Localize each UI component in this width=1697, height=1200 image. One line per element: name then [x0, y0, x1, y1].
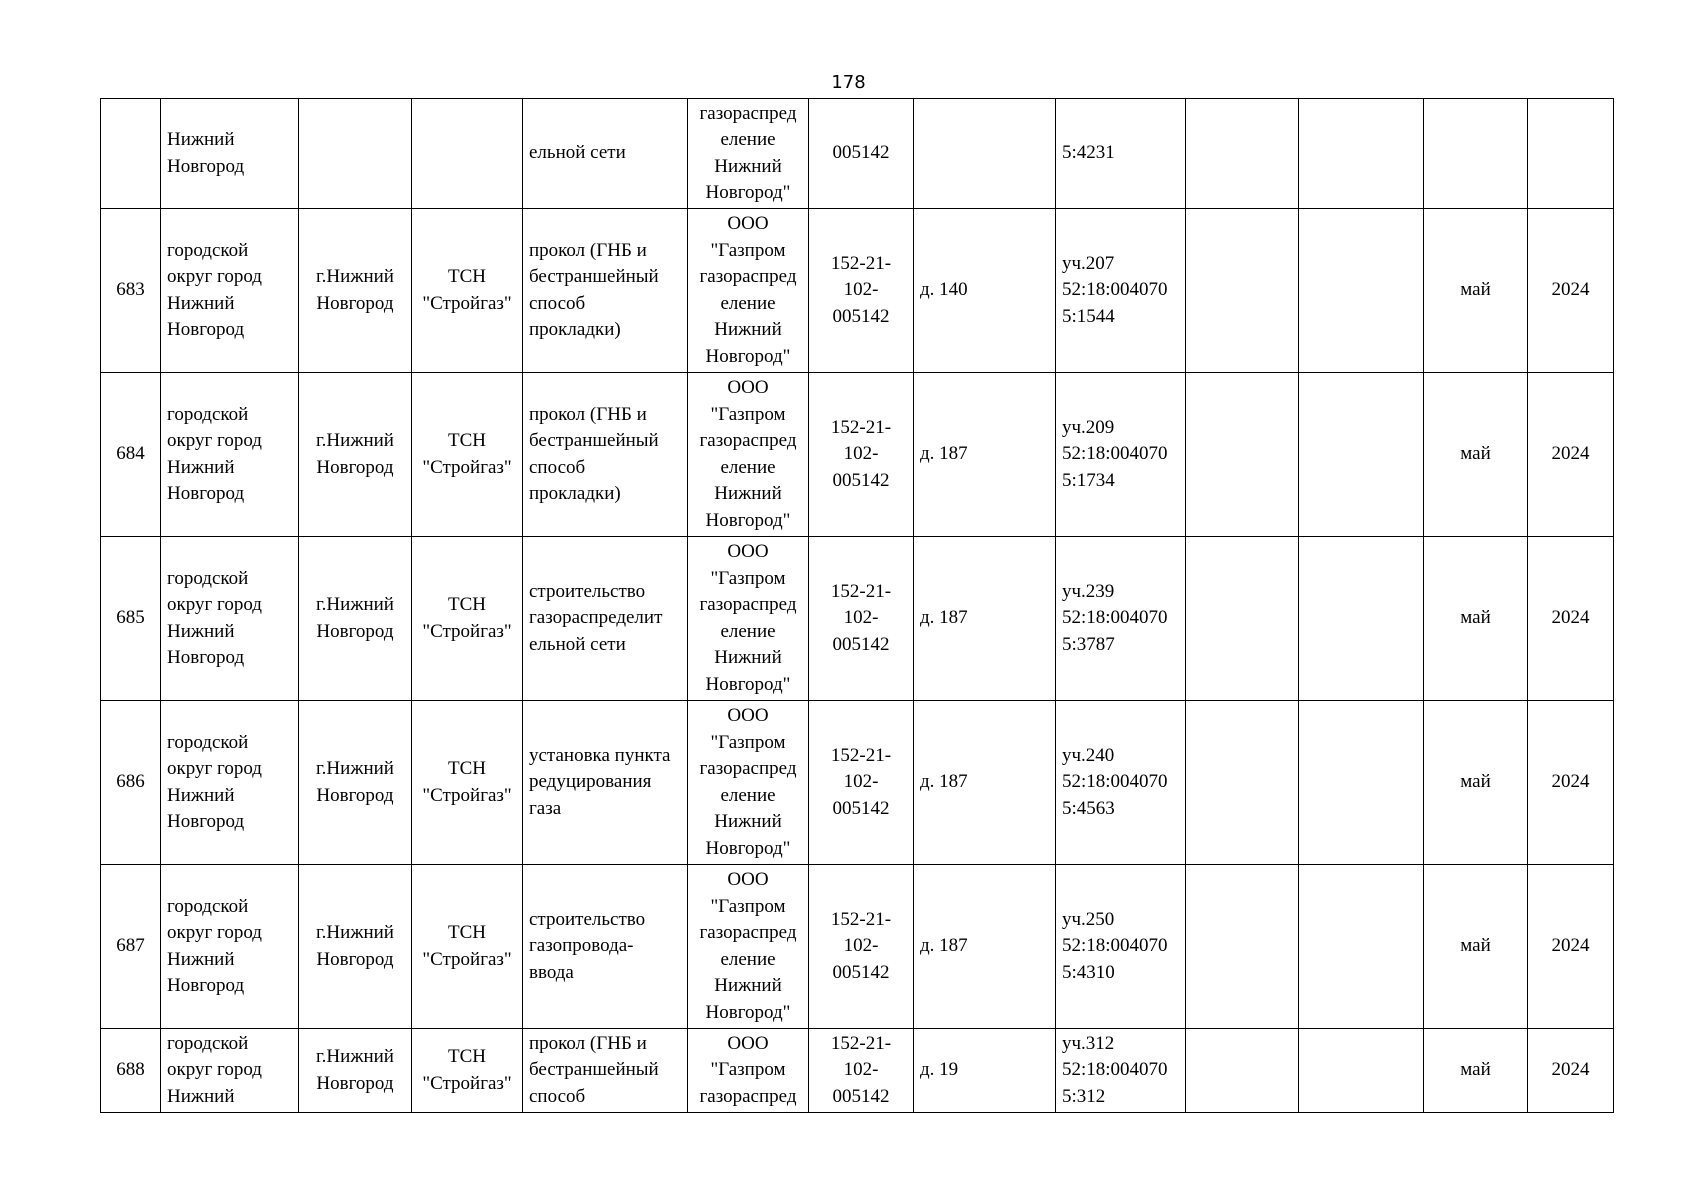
cell-year — [1528, 99, 1614, 209]
cell-org: ООО "Газпром газораспред еление Нижний Новгород" — [688, 209, 809, 373]
cell-year: 2024 — [1528, 865, 1614, 1029]
table-row-continuation — [101, 99, 1614, 209]
cell-month: май — [1424, 209, 1528, 373]
cell-applicant: ТСН "Стройгаз" — [412, 865, 523, 1029]
cell-purpose: установка пункта редуцирования газа — [523, 701, 688, 865]
cell-purpose: ельной сети — [523, 99, 688, 209]
cell-locality: г.Нижний Новгород — [299, 865, 412, 1029]
page-number: 178 — [831, 72, 866, 93]
cell-year: 2024 — [1528, 701, 1614, 865]
cell-empty-1 — [1186, 537, 1299, 701]
cell-locality — [299, 99, 412, 209]
cell-num: 683 — [101, 209, 161, 373]
cell-applicant: ТСН "Стройгаз" — [412, 1029, 523, 1113]
cell-num: 685 — [101, 537, 161, 701]
cell-house: д. 140 — [914, 209, 1056, 373]
cell-empty-2 — [1299, 99, 1424, 209]
cell-empty-2 — [1299, 537, 1424, 701]
cell-applicant — [412, 99, 523, 209]
cell-parcel: уч.207 52:18:004070 5:1544 — [1056, 209, 1186, 373]
cell-purpose: прокол (ГНБ и бестраншейный способ прокладки) — [523, 209, 688, 373]
cell-applicant: ТСН "Стройгаз" — [412, 537, 523, 701]
cell-num: 684 — [101, 373, 161, 537]
cell-month — [1424, 99, 1528, 209]
cell-month: май — [1424, 373, 1528, 537]
cell-month: май — [1424, 865, 1528, 1029]
cell-area: городской округ город Нижний Новгород — [161, 209, 299, 373]
cell-empty-1 — [1186, 209, 1299, 373]
cell-num — [101, 99, 161, 209]
cell-org: газораспред еление Нижний Новгород" — [688, 99, 809, 209]
cell-empty-2 — [1299, 865, 1424, 1029]
cell-org: ООО "Газпром газораспред еление Нижний Новгород" — [688, 537, 809, 701]
cell-month: май — [1424, 701, 1528, 865]
cell-year: 2024 — [1528, 209, 1614, 373]
cell-permit: 152-21- 102- 005142 — [809, 537, 914, 701]
cell-house: д. 19 — [914, 1029, 1056, 1113]
cell-purpose: строительство газораспределит ельной сети — [523, 537, 688, 701]
cell-locality: г.Нижний Новгород — [299, 373, 412, 537]
cell-num: 687 — [101, 865, 161, 1029]
cell-house: д. 187 — [914, 373, 1056, 537]
cell-area: Нижний Новгород — [161, 99, 299, 209]
cell-area: городской округ город Нижний Новгород — [161, 537, 299, 701]
cell-empty-2 — [1299, 1029, 1424, 1113]
table-row — [101, 373, 1614, 537]
cell-locality: г.Нижний Новгород — [299, 1029, 412, 1113]
table-row — [101, 865, 1614, 1029]
cell-permit: 005142 — [809, 99, 914, 209]
cell-num: 688 — [101, 1029, 161, 1113]
cell-purpose: прокол (ГНБ и бестраншейный способ прокладки) — [523, 373, 688, 537]
cell-year: 2024 — [1528, 373, 1614, 537]
cell-permit: 152-21- 102- 005142 — [809, 865, 914, 1029]
table-row — [101, 537, 1614, 701]
cell-empty-1 — [1186, 1029, 1299, 1113]
cell-area: городской округ город Нижний Новгород — [161, 865, 299, 1029]
cell-empty-1 — [1186, 99, 1299, 209]
cell-month: май — [1424, 1029, 1528, 1113]
cell-year: 2024 — [1528, 1029, 1614, 1113]
cell-locality: г.Нижний Новгород — [299, 209, 412, 373]
permits-table — [100, 98, 1614, 1113]
cell-house — [914, 99, 1056, 209]
cell-parcel: уч.250 52:18:004070 5:4310 — [1056, 865, 1186, 1029]
table-row — [101, 209, 1614, 373]
cell-empty-1 — [1186, 865, 1299, 1029]
cell-applicant: ТСН "Стройгаз" — [412, 701, 523, 865]
cell-org: ООО "Газпром газораспред — [688, 1029, 809, 1113]
cell-applicant: ТСН "Стройгаз" — [412, 209, 523, 373]
cell-parcel: уч.240 52:18:004070 5:4563 — [1056, 701, 1186, 865]
cell-permit: 152-21- 102- 005142 — [809, 209, 914, 373]
cell-num: 686 — [101, 701, 161, 865]
cell-parcel: уч.239 52:18:004070 5:3787 — [1056, 537, 1186, 701]
cell-parcel: уч.312 52:18:004070 5:312 — [1056, 1029, 1186, 1113]
cell-year: 2024 — [1528, 537, 1614, 701]
cell-parcel: 5:4231 — [1056, 99, 1186, 209]
cell-empty-1 — [1186, 701, 1299, 865]
cell-empty-2 — [1299, 701, 1424, 865]
cell-house: д. 187 — [914, 865, 1056, 1029]
cell-org: ООО "Газпром газораспред еление Нижний Новгород" — [688, 373, 809, 537]
cell-locality: г.Нижний Новгород — [299, 537, 412, 701]
cell-permit: 152-21- 102- 005142 — [809, 701, 914, 865]
cell-month: май — [1424, 537, 1528, 701]
cell-empty-2 — [1299, 373, 1424, 537]
cell-purpose: строительство газопровода- ввода — [523, 865, 688, 1029]
cell-empty-1 — [1186, 373, 1299, 537]
cell-locality: г.Нижний Новгород — [299, 701, 412, 865]
table-row — [101, 701, 1614, 865]
cell-permit: 152-21- 102- 005142 — [809, 1029, 914, 1113]
cell-area: городской округ город Нижний Новгород — [161, 701, 299, 865]
cell-purpose: прокол (ГНБ и бестраншейный способ — [523, 1029, 688, 1113]
cell-house: д. 187 — [914, 701, 1056, 865]
cell-applicant: ТСН "Стройгаз" — [412, 373, 523, 537]
cell-empty-2 — [1299, 209, 1424, 373]
cell-house: д. 187 — [914, 537, 1056, 701]
cell-permit: 152-21- 102- 005142 — [809, 373, 914, 537]
cell-area: городской округ город Нижний Новгород — [161, 373, 299, 537]
cell-org: ООО "Газпром газораспред еление Нижний Новгород" — [688, 865, 809, 1029]
cell-org: ООО "Газпром газораспред еление Нижний Новгород" — [688, 701, 809, 865]
cell-area: городской округ город Нижний — [161, 1029, 299, 1113]
table-row — [101, 1029, 1614, 1113]
cell-parcel: уч.209 52:18:004070 5:1734 — [1056, 373, 1186, 537]
